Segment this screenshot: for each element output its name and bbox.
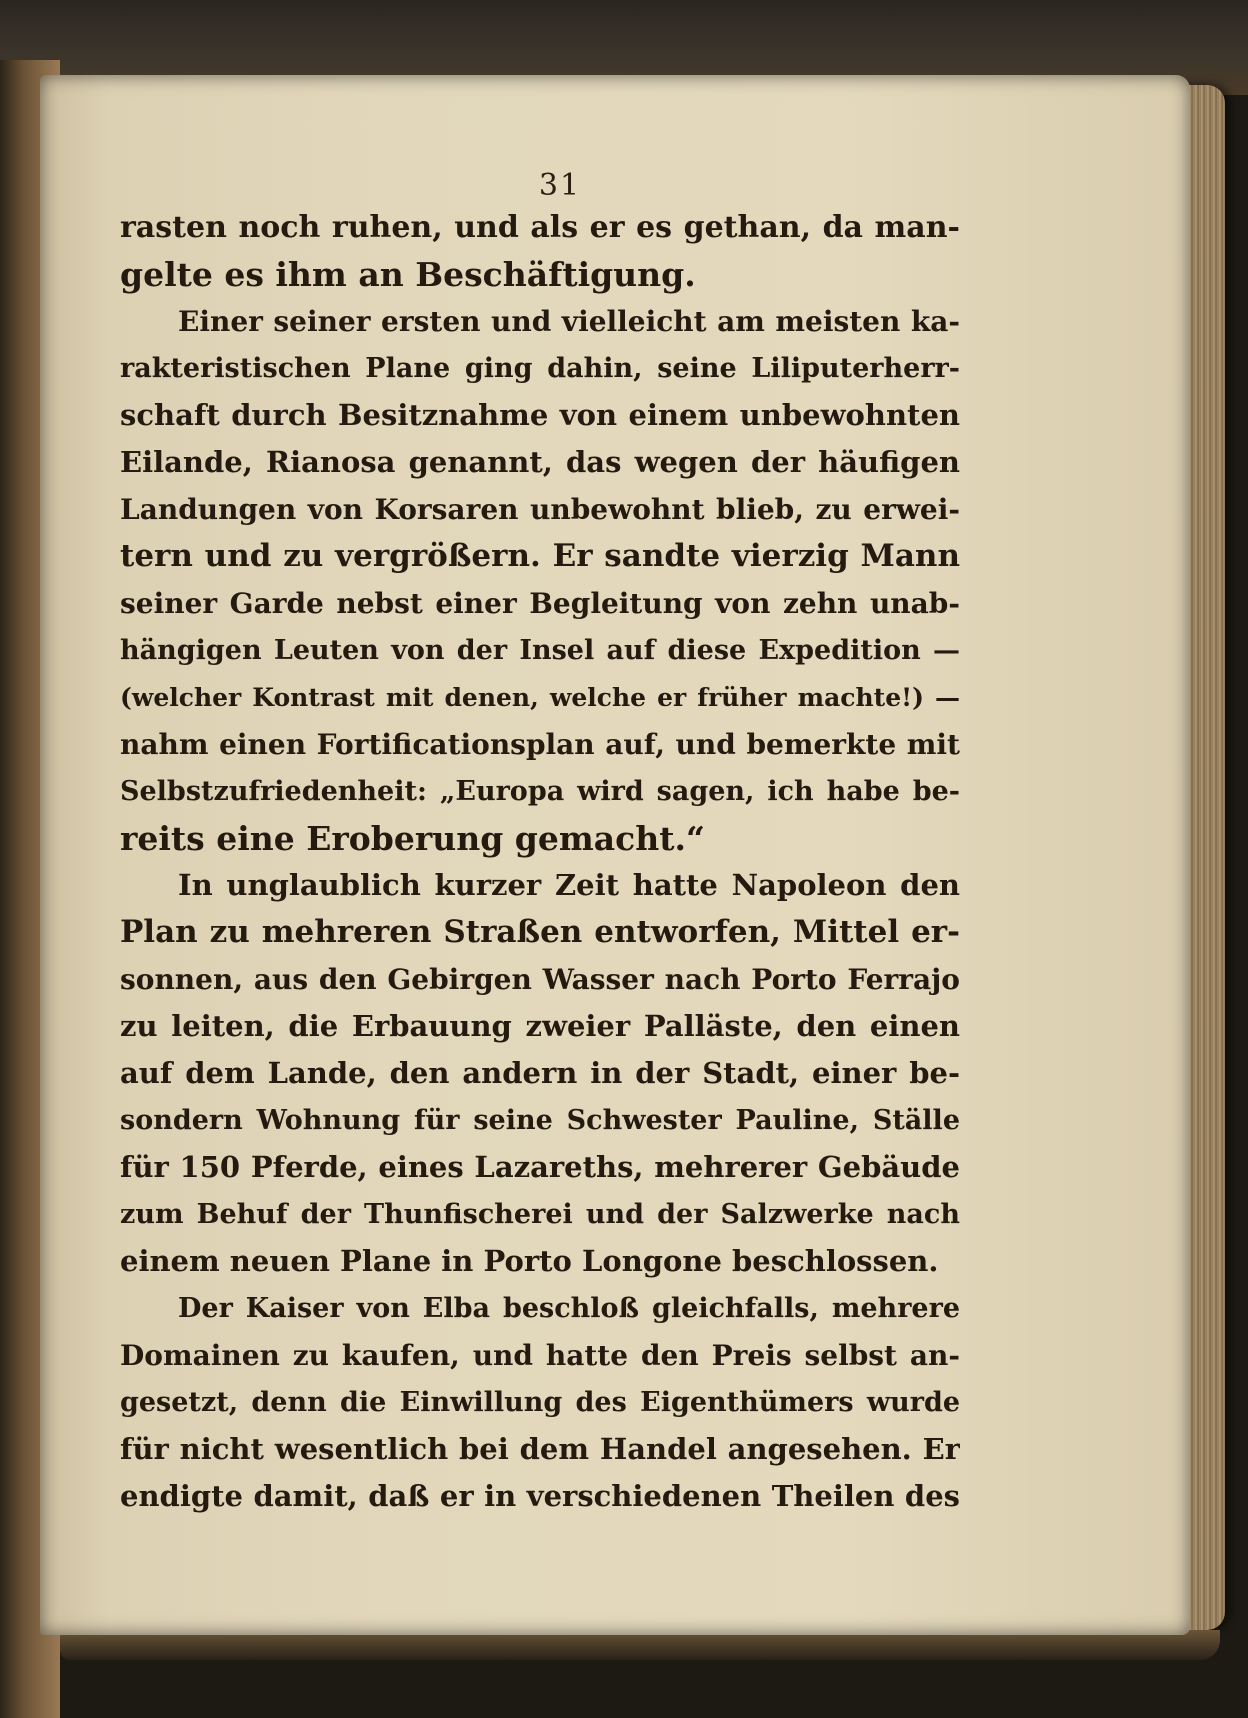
text-line: rasten noch ruhen, und als er es gethan, da man- <box>120 210 960 245</box>
text-line: nahm einen Fortificationsplan auf, und bemerkte mit <box>120 728 960 761</box>
text-line: Einer seiner ersten und vielleicht am meisten ka- <box>178 305 960 338</box>
text-line: für nicht wesentlich bei dem Handel angesehen. Er <box>120 1432 960 1466</box>
text-line: gesetzt, denn die Einwillung des Eigenthümers wurde <box>120 1387 960 1418</box>
text-line: seiner Garde nebst einer Begleitung von zehn unab- <box>120 587 960 620</box>
text-line: hängigen Leuten von der Insel auf diese Expedition — <box>120 635 960 666</box>
text-line: Plan zu mehreren Straßen entworfen, Mittel er- <box>120 914 960 950</box>
text-line: Der Kaiser von Elba beschloß gleichfalls, mehrere <box>178 1293 960 1324</box>
text-line: sondern Wohnung für seine Schwester Pauline, Ställe <box>120 1105 960 1136</box>
page-number: 31 <box>538 168 582 203</box>
text-line: endigte damit, daß er in verschiedenen Theilen des <box>120 1479 960 1513</box>
text-line: Eilande, Rianosa genannt, das wegen der häufigen <box>120 445 960 479</box>
text-line: einem neuen Plane in Porto Longone beschlossen. <box>120 1244 939 1278</box>
text-line: tern und zu vergrößern. Er sandte vierzig Mann <box>120 538 960 574</box>
text-line: reits eine Eroberung gemacht.“ <box>120 819 705 858</box>
text-line: gelte es ihm an Beschäftigung. <box>120 255 696 294</box>
text-line: zu leiten, die Erbauung zweier Palläste, den einen <box>120 1009 960 1043</box>
text-line: auf dem Lande, den andern in der Stadt, einer be- <box>120 1056 960 1090</box>
text-line: sonnen, aus den Gebirgen Wasser nach Porto Ferrajo <box>120 963 960 996</box>
text-line: für 150 Pferde, eines Lazareths, mehrerer Gebäude <box>120 1150 960 1184</box>
text-line: Selbstzufriedenheit: „Europa wird sagen, ich habe be- <box>120 776 960 807</box>
text-line: Domainen zu kaufen, und hatte den Preis selbst an- <box>120 1339 960 1372</box>
page-text <box>120 204 960 1520</box>
text-line: Landungen von Korsaren unbewohnt blieb, zu erwei- <box>120 493 960 526</box>
text-line: In unglaublich kurzer Zeit hatte Napoleon den <box>178 868 960 902</box>
text-line: (welcher Kontrast mit denen, welche er früher machte!) — <box>120 683 960 712</box>
text-line: zum Behuf der Thunfischerei und der Salzwerke nach <box>120 1199 960 1230</box>
text-line: schaft durch Besitznahme von einem unbewohnten <box>120 398 960 432</box>
text-line: rakteristischen Plane ging dahin, seine Liliputerherr- <box>120 353 960 384</box>
